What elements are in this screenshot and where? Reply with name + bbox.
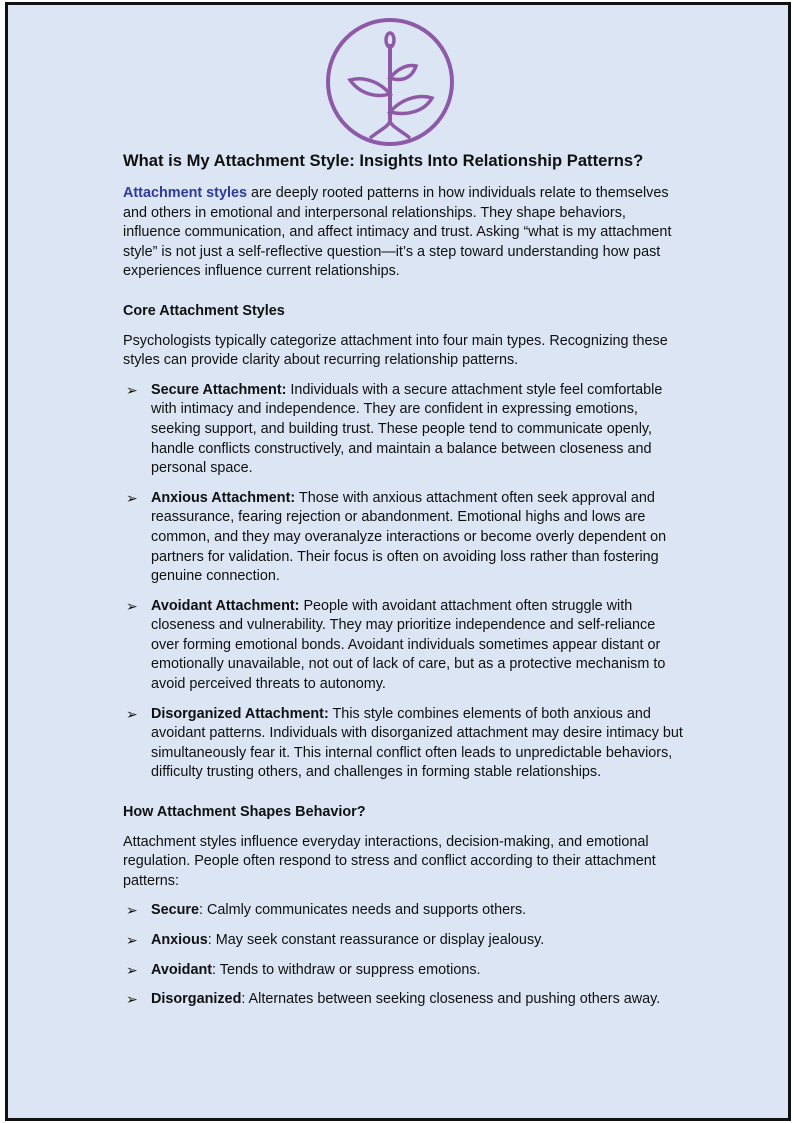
list-item <box>123 931 683 951</box>
list-item-text: People with avoidant attachment often struggle with closeness and vulnerability. They may prioritize independence and self-reliance over forming emotional bonds. Avoidant individuals sometimes appear distant or emotionally unavailable, not out of lack of care, but as a protective mechanism to avoid perceived threats to autonomy. <box>151 597 666 693</box>
list-item-term: Disorganized <box>151 991 242 1008</box>
article-body <box>123 150 683 1020</box>
list-item-term: Secure <box>151 902 199 919</box>
arrow-bullet-icon: ➢ <box>126 597 138 614</box>
list-item <box>123 990 683 1010</box>
list-item-term: Avoidant <box>151 961 213 978</box>
list-item-term: Anxious <box>151 932 208 948</box>
list-item-term: Disorganized Attachment: <box>151 705 329 722</box>
list-item-text: Those with anxious attachment often seek approval and reassurance, fearing rejection or abandonment. Emotional highs and lows are common, and they may overanalyze interactions or become overly dependent on partners for validation. Their focus is often on avoiding loss rather than fostering genuine connection. <box>151 489 667 585</box>
list-item-text: : Tends to withdraw or suppress emotions. <box>212 961 481 978</box>
list-item-text: : Calmly communicates needs and supports others. <box>199 902 527 919</box>
arrow-bullet-icon: ➢ <box>126 489 138 506</box>
list-item <box>123 901 683 921</box>
list-item-term: Avoidant Attachment: <box>151 597 300 614</box>
list-item-text: : Alternates between seeking closeness and pushing others away. <box>241 991 661 1008</box>
list-item <box>123 705 683 783</box>
arrow-bullet-icon: ➢ <box>126 991 138 1008</box>
core-styles-heading: Core Attachment Styles <box>123 302 285 319</box>
list-item-text: Individuals with a secure attachment style feel comfortable with intimacy and independence. They are confident in expressing emotions, seeking support, and building trust. These people tend to communicate openly, handle conflicts constructively, and maintain a balance between closeness and personal space. <box>151 381 663 477</box>
list-item-text: : May seek constant reassurance or display jealousy. <box>207 932 545 948</box>
arrow-bullet-icon: ➢ <box>126 902 138 919</box>
arrow-bullet-icon: ➢ <box>126 381 138 398</box>
list-item <box>123 489 683 587</box>
document-page <box>5 2 791 1121</box>
intro-paragraph <box>123 184 683 282</box>
list-item-term: Anxious Attachment: <box>151 489 296 506</box>
list-item <box>123 961 683 981</box>
attachment-styles-link[interactable]: Attachment styles <box>123 185 247 201</box>
arrow-bullet-icon: ➢ <box>126 932 138 948</box>
behavior-lead: Attachment styles influence everyday interactions, decision-making, and emotional regulation. People often respond to stress and conflict according to their attachment patterns: <box>123 833 656 889</box>
arrow-bullet-icon: ➢ <box>126 705 138 722</box>
arrow-bullet-icon: ➢ <box>126 961 138 978</box>
core-styles-list <box>123 381 683 783</box>
list-item-text: This style combines elements of both anxious and avoidant patterns. Individuals with disorganized attachment may desire intimacy but simultaneously fear it. This internal conflict often leads to unpredictable behaviors, difficulty trusting others, and challenges in forming stable relationships. <box>151 705 683 781</box>
behavior-heading: How Attachment Shapes Behavior? <box>123 804 366 821</box>
intro-text: are deeply rooted patterns in how individuals relate to themselves and others in emotional and interpersonal relationships. They shape behaviors, influence communication, and affect intimacy and trust. Asking “what is my attachment style” is not just a self-reflective question—it’s a step toward understanding how past experiences influence current relationships. <box>123 185 672 280</box>
list-item <box>123 381 683 479</box>
behavior-list <box>123 901 683 1009</box>
page-title: What is My Attachment Style: Insights Into Relationship Patterns? <box>123 151 644 170</box>
plant-sprout-logo-icon <box>324 16 456 148</box>
list-item <box>123 597 683 695</box>
list-item-term: Secure Attachment: <box>151 381 287 398</box>
core-styles-lead: Psychologists typically categorize attachment into four main types. Recognizing these styles can provide clarity about recurring relationship patterns. <box>123 332 668 369</box>
